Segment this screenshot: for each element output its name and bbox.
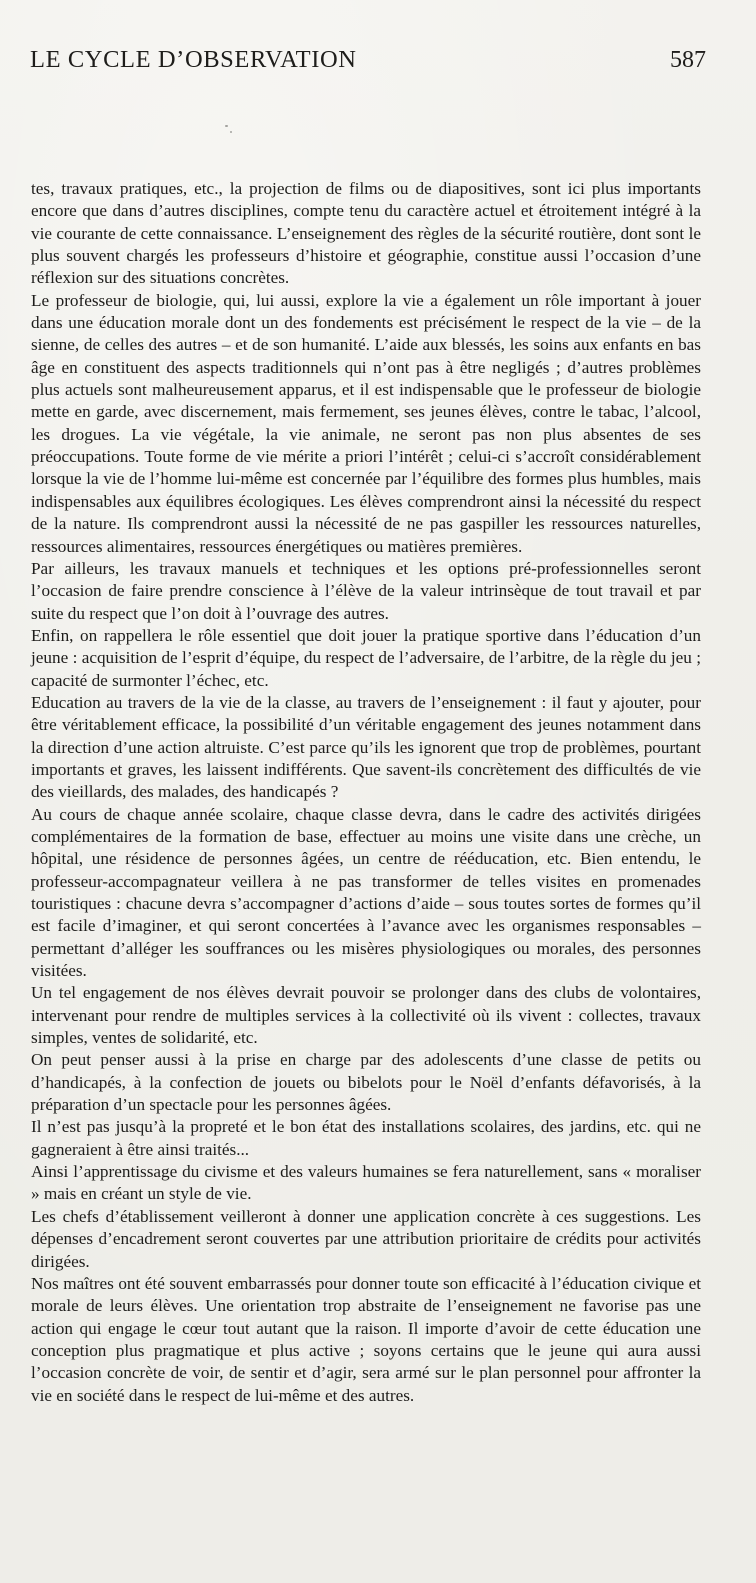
- running-header: [30, 43, 706, 77]
- paragraph-5: Education au travers de la vie de la classe, au travers de l’enseignement : il faut y ajouter, pour être véritablement efficace, la possibilité d’un véritable engagement des jeunes notamment dans la direction d’une action altruiste. C’est parce qu’ils les ignorent que trop de problèmes, pourtant importants et graves, les laissent indifférents. Que savent-ils concrètement des difficultés de vie des vieillards, des malades, des handicapés ?: [31, 692, 701, 802]
- paragraph-3: Par ailleurs, les travaux manuels et techniques et les options pré-professionnelles seront l’occasion de faire prendre conscience à l’élève de la valeur intrinsèque de tout travail et par suite du respect que l’on doit à l’ouvrage des autres.: [31, 558, 701, 623]
- paragraph-12: Nos maîtres ont été souvent embarrassés pour donner toute son efficacité à l’éducation civique et morale de leurs élèves. Une orientation trop abstraite de l’enseignement ne favorise pas une action qui engage le cœur tout autant que la raison. Il importe d’avoir de cette éducation une conception plus pragmatique et plus active ; soyons certains que le jeune qui aura aussi l’occasion concrète de voir, de sentir et d’agir, sera armé sur le plan personnel pour affronter la vie en société dans le respect de lui-même et des autres.: [31, 1273, 701, 1405]
- print-speck: [230, 131, 232, 133]
- body-text: [31, 178, 701, 1407]
- chapter-title: LE CYCLE D’OBSERVATION: [30, 46, 357, 73]
- print-speck: [225, 125, 228, 127]
- paragraph-2: Le professeur de biologie, qui, lui aussi, explore la vie a également un rôle important à jouer dans une éducation morale dont un des fondements est précisément le respect de la vie – de la sienne, de celles des autres – et de son humanité. L’aide aux blessés, les soins aux enfants en bas âge en constituent des aspects traditionnels qui n’ont pas à être negligés ; d’autres problèmes plus actuels sont malheureusement apparus, et il est indispensable que le professeur de biologie mette en garde, avec discernement, mais fermement, ses jeunes élèves, contre le tabac, l’alcool, les drogues. La vie végétale, la vie animale, ne seront pas non plus absentes de ses préoccupations. Toute forme de vie mérite a priori l’intérêt ; celui-ci s’accroît considérablement lorsque la vie de l’homme lui-même est concernée par l’équilibre des formes plus humbles, mais indispensables aux équilibres écologiques. Les élèves comprendront ainsi la nécessité du respect de la nature. Ils comprendront aussi la nécessité de ne pas gaspiller les ressources naturelles, ressources alimentaires, ressources énergétiques ou matières premières.: [31, 290, 701, 556]
- paragraph-10: Ainsi l’apprentissage du civisme et des valeurs humaines se fera naturellement, sans « moraliser » mais en créant un style de vie.: [31, 1162, 701, 1204]
- paragraph-7: Un tel engagement de nos élèves devrait pouvoir se prolonger dans des clubs de volontaires, intervenant pour rendre de multiples services à la collectivité où ils vivent : collectes, travaux simples, ventes de solidarité, etc.: [31, 983, 701, 1048]
- paragraph-9: Il n’est pas jusqu’à la propreté et le bon état des installations scolaires, des jardins, etc. qui ne gagneraient à être ainsi traités...: [31, 1117, 701, 1159]
- paragraph-6: Au cours de chaque année scolaire, chaque classe devra, dans le cadre des activités dirigées complémentaires de la formation de base, effectuer au moins une visite dans une crèche, un hôpital, une résidence de personnes âgées, un centre de rééducation, etc. Bien entendu, le professeur-accompagnateur veillera à ne pas transformer de telles visites en promenades touristiques : chacune devra s’accompagner d’actions d’aide – sous toutes sortes de formes qu’il est facile d’imaginer, et qui seront concertées à l’avance avec les organismes responsables – permettant d’alléger les souffrances ou les misères physiologiques ou morales, des personnes visitées.: [31, 804, 701, 981]
- paragraph-4: Enfin, on rappellera le rôle essentiel que doit jouer la pratique sportive dans l’éducation d’un jeune : acquisition de l’esprit d’équipe, du respect de l’adversaire, de l’arbitre, de la règle du jeu ; capacité de surmonter l’échec, etc.: [31, 625, 701, 690]
- paragraph-8: On peut penser aussi à la prise en charge par des adolescents d’une classe de petits ou d’handicapés, à la confection de jouets ou bibelots pour le Noël d’enfants défavorisés, à la préparation d’un spectacle pour les personnes âgées.: [31, 1050, 701, 1115]
- paragraph-1: tes, travaux pratiques, etc., la projection de films ou de diapositives, sont ici plus importants encore que dans d’autres disciplines, compte tenu du caractère actuel et étroitement intégré à la vie courante de cette connaissance. L’enseignement des règles de la sécurité routière, dont sont le plus souvent chargés les professeurs d’histoire et géographie, constitue aussi l’occasion d’une réflexion sur des situations concrètes.: [31, 179, 701, 288]
- paragraph-11: Les chefs d’établissement veilleront à donner une application concrète à ces suggestions. Les dépenses d’encadrement seront couvertes par une attribution prioritaire de crédits pour activités dirigées.: [31, 1206, 701, 1271]
- page-number: 587: [670, 47, 706, 73]
